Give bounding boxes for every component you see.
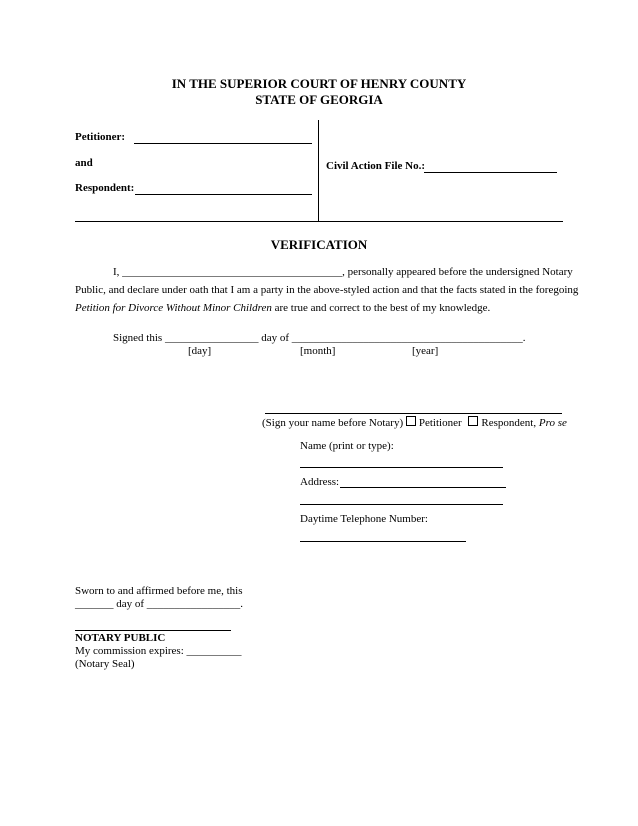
name-line[interactable] [300, 467, 503, 468]
respondent-line[interactable] [135, 194, 312, 195]
civil-action-line[interactable] [424, 172, 557, 173]
verification-line-3 [75, 302, 490, 314]
address-line-1[interactable] [340, 487, 506, 488]
respondent-checkbox[interactable] [468, 416, 478, 426]
phone-label: Daytime Telephone Number: [300, 513, 428, 525]
name-label: Name (print or type): [300, 440, 394, 452]
respondent-label: Respondent: [75, 182, 135, 194]
sign-instruction-text: (Sign your name before Notary) [262, 417, 404, 429]
court-name: IN THE SUPERIOR COURT OF HENRY COUNTY [171, 76, 467, 91]
petitioner-label: Petitioner: [75, 131, 126, 143]
notary-signature-line[interactable] [75, 630, 231, 631]
notary-public-title: NOTARY PUBLIC [75, 632, 166, 644]
pro-se-label: Pro se [538, 417, 567, 429]
respondent-option-label: Respondent, [481, 417, 537, 429]
day-label: [day] [188, 345, 212, 357]
verification-line-2: Public, and declare under oath that I am a party in the above-styled action and that the facts stated in the foregoing [75, 284, 579, 296]
caption-divider [318, 120, 319, 222]
petitioner-line[interactable] [134, 143, 312, 144]
signature-instruction [262, 416, 567, 429]
address-label: Address: [300, 476, 340, 488]
court-state: STATE OF GEORGIA [255, 92, 383, 107]
caption-bottom-rule [75, 221, 563, 222]
sworn-line-2[interactable]: _______ day of _________________. [75, 598, 244, 610]
name-blank[interactable]: ________________________________________ [122, 266, 343, 278]
petitioner-option-label: Petitioner [418, 417, 462, 429]
petitioner-checkbox[interactable] [406, 416, 416, 426]
verification-line-1-start: I, [113, 266, 120, 278]
verification-line-1-end: , personally appeared before the undersigned Notary [342, 266, 573, 278]
signed-this-line[interactable]: Signed this _________________ day of __________________________________________. [113, 332, 526, 344]
verification-line-3-rest: are true and correct to the best of my knowledge. [271, 302, 491, 314]
petition-title: Petition for Divorce Without Minor Children [75, 302, 272, 314]
verification-line-1 [113, 266, 573, 278]
commission-expires[interactable]: My commission expires: __________ [75, 645, 242, 657]
civil-action-label: Civil Action File No.: [326, 160, 425, 172]
signature-line[interactable] [265, 413, 562, 414]
month-label: [month] [300, 345, 336, 357]
phone-line[interactable] [300, 541, 466, 542]
verification-heading: VERIFICATION [270, 237, 368, 252]
sworn-line-1: Sworn to and affirmed before me, this [75, 585, 243, 597]
and-label: and [75, 157, 93, 169]
year-label: [year] [412, 345, 439, 357]
address-line-2[interactable] [300, 504, 503, 505]
notary-seal-label: (Notary Seal) [75, 658, 135, 670]
